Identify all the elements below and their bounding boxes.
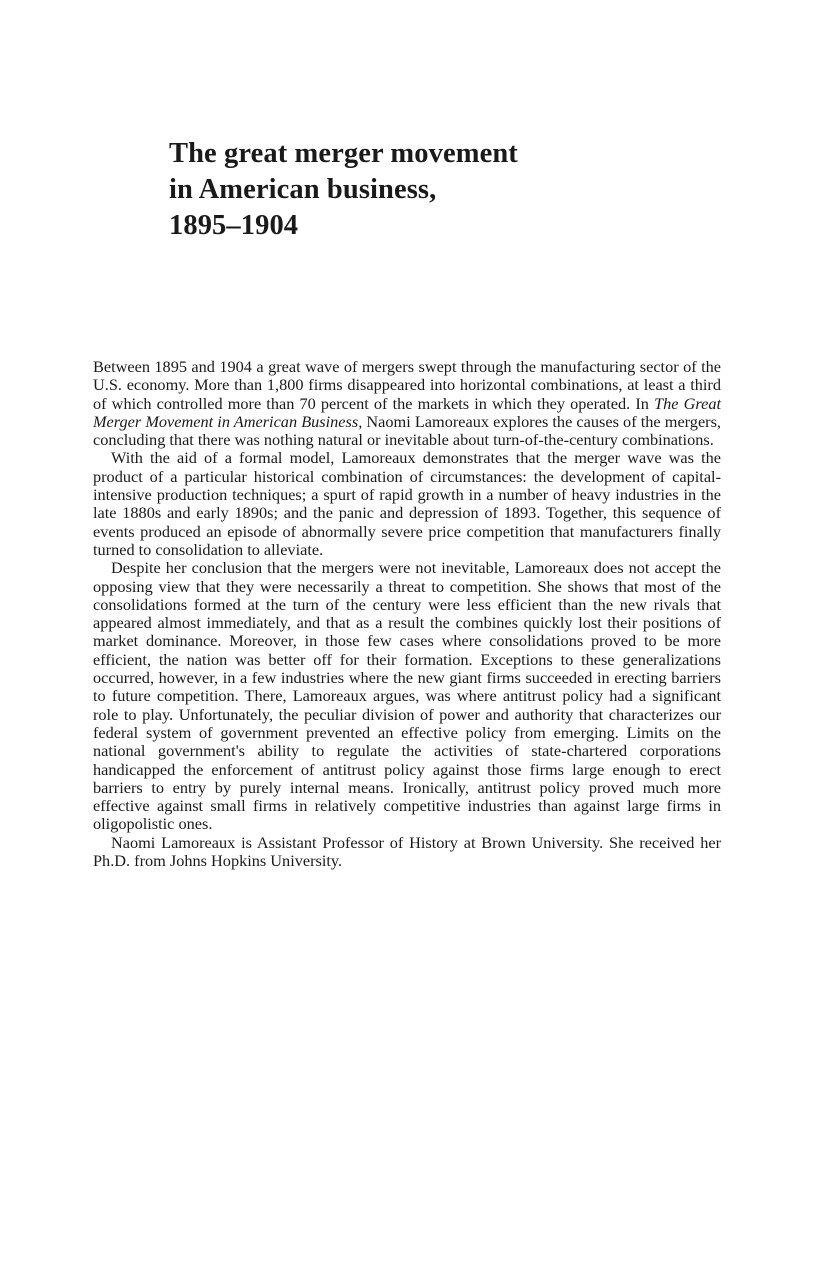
book-title-italic: The Great Merger Movement in American Business, [93,393,721,431]
title-line-2: in American business, [169,174,437,205]
title-line-3: 1895–1904 [169,210,299,241]
paragraph-model: With the aid of a formal model, Lamoreaux demonstrates that the merger wave was the product of a particular historical combination of circumstances: the development of capital-intensive production techniques; a spurt of rapid growth in a number of heavy industries in the late 1880s and early 1890s; and the panic and depression of 1893. Together, this sequence of events produced an episode of abnormally severe price competition that manufacturers finally turned to consolidation to alleviate. [93,448,721,559]
book-title [169,136,729,244]
paragraph-antitrust: Despite her conclusion that the mergers were not inevitable, Lamoreaux does not accept the opposing view that they were necessarily a threat to competition. She shows that most of the consolidations formed at the turn of the century were less efficient than the new rivals that appeared almost immediately, and that as a result the combines quickly lost their positions of market dominance. Moreover, in those few cases where consolidations proved to be more efficient, the nation was better off for their formation. Exceptions to these generalizations occurred, however, in a few industries where the new giant firms succeeded in erecting barriers to future competition. There, Lamoreaux argues, was where antitrust policy had a significant role to play. Unfortunately, the peculiar division of power and authority that characterizes our federal system of government prevented an effective policy from emerging. Limits on the national government's ability to regulate the activities of state-chartered corporations handicapped the enforcement of antitrust policy against those firms large enough to erect barriers to entry by purely internal means. Ironically, antitrust policy proved much more effective against small firms in relatively competitive industries than against large firms in oligopolistic ones. [93,558,721,834]
paragraph-intro [93,358,721,449]
paragraph-author-bio: Naomi Lamoreaux is Assistant Professor of History at Brown University. She received her Ph.D. from Johns Hopkins University. [93,832,721,871]
paragraph-intro-text-end: Naomi Lamoreaux explores the causes of the mergers, concluding that there was nothing natural or inevitable about turn-of-the-century combinations. [93,411,721,450]
title-line-1: The great merger movement [169,138,518,169]
book-description [93,358,721,870]
paragraph-intro-text-start: Between 1895 and 1904 a great wave of mergers swept through the manufacturing sector of the U.S. economy. More than 1,800 firms disappeared into horizontal combinations, at least a third of which controlled more than 70 percent of the markets in which they operated. In [93,357,721,413]
